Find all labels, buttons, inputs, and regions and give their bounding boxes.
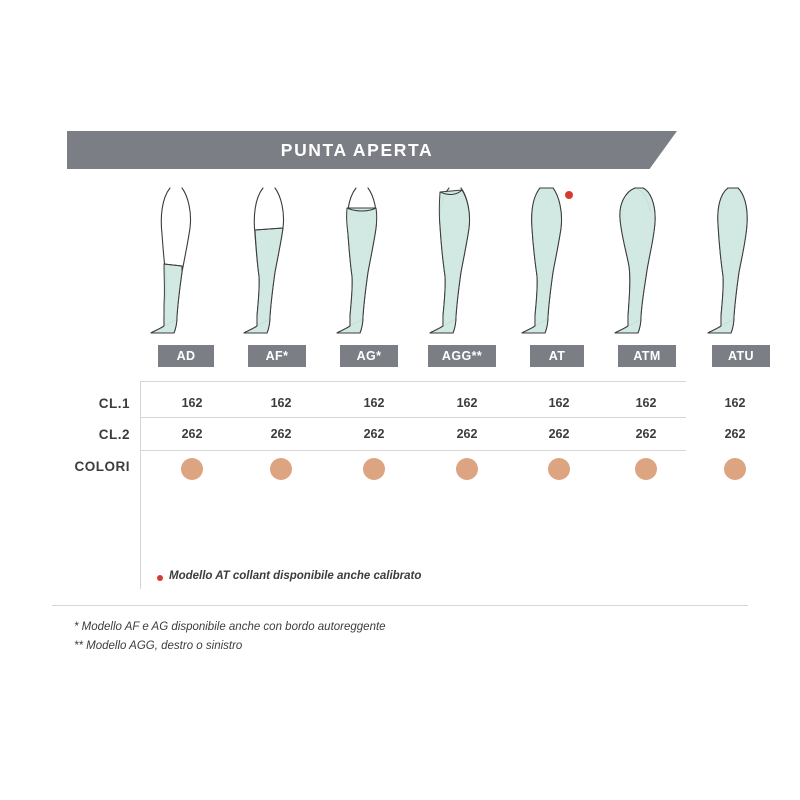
divider-footnotes	[52, 605, 748, 606]
product-code-row	[140, 345, 754, 367]
cell-cl2-atu: 262	[724, 427, 746, 441]
product-code-agg: AGG**	[428, 345, 496, 367]
cell-cl2-at: 262	[548, 427, 570, 441]
divider-vertical	[140, 381, 141, 589]
cell-cl1-ad: 162	[181, 396, 203, 410]
cell-cl1-agg: 162	[456, 396, 478, 410]
color-swatch-ad	[181, 458, 203, 480]
color-swatch-af	[270, 458, 292, 480]
figure-atm	[605, 186, 681, 338]
product-code-at: AT	[530, 345, 584, 367]
figure-ad	[140, 186, 216, 338]
product-code-ag: AG*	[340, 345, 398, 367]
cell-cl1-atu: 162	[724, 396, 746, 410]
color-swatch-atm	[635, 458, 657, 480]
figure-atu	[698, 186, 774, 338]
figure-af	[233, 186, 309, 338]
note-calibrato	[155, 570, 421, 582]
color-swatch-atu	[724, 458, 746, 480]
color-swatch-at	[548, 458, 570, 480]
divider-cl2	[140, 450, 686, 451]
row-label-colori: COLORI	[74, 459, 130, 474]
row-label-cl1: CL.1	[98, 396, 130, 411]
divider-cl1	[140, 417, 686, 418]
cell-cl2-atm: 262	[635, 427, 657, 441]
figure-at	[512, 186, 588, 338]
cell-cl2-agg: 262	[456, 427, 478, 441]
page-title: PUNTA APERTA	[280, 140, 434, 160]
note-calibrato-text: Modello AT collant disponibile anche calibrato	[169, 570, 422, 582]
product-code-atu: ATU	[712, 345, 770, 367]
cell-cl1-af: 162	[270, 396, 292, 410]
color-swatch-ag	[363, 458, 385, 480]
cell-cl2-ag: 262	[363, 427, 385, 441]
row-label-cl2: CL.2	[98, 427, 130, 442]
product-code-atm: ATM	[618, 345, 676, 367]
product-code-ad: AD	[158, 345, 214, 367]
color-swatch-agg	[456, 458, 478, 480]
cell-cl2-af: 262	[270, 427, 292, 441]
divider-top	[140, 381, 686, 382]
footnote-af-ag: * Modello AF e AG disponibile anche con bordo autoreggente	[74, 621, 386, 633]
figure-row	[140, 186, 700, 338]
header-banner	[67, 131, 677, 169]
footnote-agg: ** Modello AGG, destro o sinistro	[74, 640, 243, 652]
cell-cl1-at: 162	[548, 396, 570, 410]
product-code-af: AF*	[248, 345, 306, 367]
cell-cl1-ag: 162	[363, 396, 385, 410]
figure-ag	[326, 186, 402, 338]
cell-cl2-ad: 262	[181, 427, 203, 441]
cell-cl1-atm: 162	[635, 396, 657, 410]
figure-agg	[419, 186, 495, 338]
red-dot-marker	[565, 191, 573, 199]
